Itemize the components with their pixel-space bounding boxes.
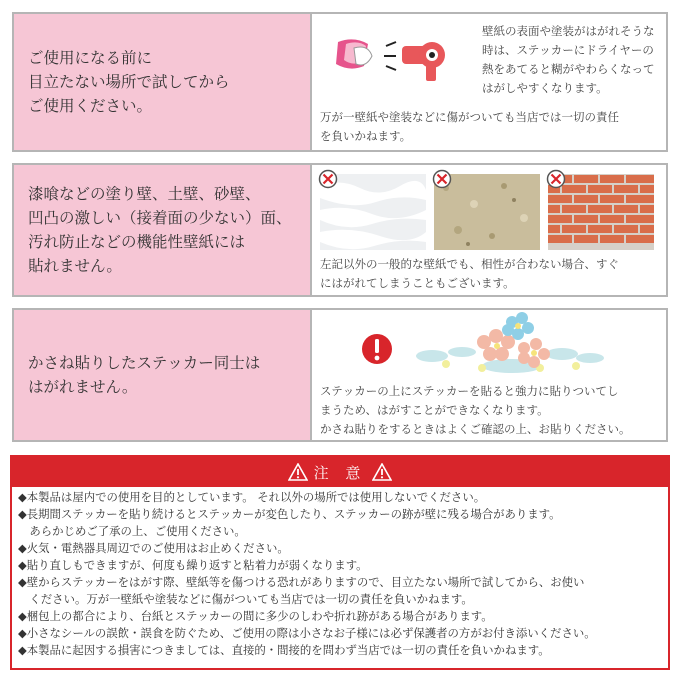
wallpaper-compatibility-note: 左記以外の一般的な壁紙でも、相性が合わない場合、すぐ にはがれてしまうこともございます。 bbox=[320, 257, 619, 290]
warning-icon bbox=[360, 332, 394, 366]
tip-box-overlapping bbox=[12, 308, 668, 442]
prohibited-icon bbox=[546, 169, 566, 189]
sticker-peel-icon bbox=[332, 34, 376, 74]
tip-heading: 漆喰などの塗り壁、土壁、砂壁、 凹凸の激しい（接着面の少ない）面、 汚れ防止などの機能性壁紙には 貼れません。 bbox=[28, 185, 292, 275]
caution-title: 注 意 bbox=[313, 463, 367, 482]
tip-heading: ご使用になる前に 目立たない場所で試してから ご使用ください。 bbox=[28, 49, 230, 115]
overlap-warning-note: ステッカーの上にステッカーを貼ると強力に貼りついてし まうため、はがすことができなくなります。 かさね貼りをするときはよくご確認の上、お貼りください。 bbox=[320, 384, 631, 436]
tip-heading-panel bbox=[14, 310, 310, 440]
caution-triangle-icon bbox=[372, 463, 392, 481]
caution-list bbox=[12, 487, 668, 659]
damage-disclaimer-text: 万が一壁紙や塗装などに傷がついても当店では一切の責任 を負いかねます。 bbox=[320, 110, 619, 143]
prohibited-icon bbox=[318, 169, 338, 189]
tip-heading-panel bbox=[14, 165, 310, 295]
dryer-tip-text: 壁紙の表面や塗装がはがれそうな 時は、ステッカーにドライヤーの 熱をあてると糊がやわらくなって はがしやすくなります。 bbox=[482, 24, 655, 95]
caution-item: ◆壁からステッカーをはがす際、壁紙等を傷つける恐れがありますので、目立たない場所で試してから、お使い ください。万が一壁紙や塗装などに傷がついても当店では一切の責任を負いかねます。 bbox=[18, 575, 585, 606]
hair-dryer-icon bbox=[382, 32, 452, 82]
overlapping-flower-stickers-image bbox=[412, 312, 608, 380]
tip-detail-panel bbox=[310, 165, 666, 295]
tip-heading: かさね貼りしたステッカー同士は はがれません。 bbox=[28, 354, 261, 396]
caution-item: ◆長期間ステッカーを貼り続けるとステッカーが変色したり、ステッカーの跡が壁に残る場合があります。 あらかじめご了承の上、ご使用ください。 bbox=[18, 507, 561, 538]
caution-item: ◆本製品に起因する損害につきましては、直接的・間接的を問わず当店では一切の責任を負いかねます。 bbox=[18, 643, 550, 657]
tip-detail-panel bbox=[310, 14, 666, 150]
tip-box-test-first bbox=[12, 12, 668, 152]
caution-header bbox=[12, 457, 668, 487]
tip-detail-panel bbox=[310, 310, 666, 440]
caution-item: ◆火気・電熱器具周辺でのご使用はお止めください。 bbox=[18, 541, 289, 555]
caution-item: ◆本製品は屋内での使用を目的としています。 それ以外の場所では使用しないでください。 bbox=[18, 490, 486, 504]
caution-item: ◆小さなシールの誤飲・誤食を防ぐため、ご使用の際は小さなお子様には必ず保護者の方がお付き添いください。 bbox=[18, 626, 596, 640]
tip-heading-panel bbox=[14, 14, 310, 150]
prohibited-icon bbox=[432, 169, 452, 189]
caution-triangle-icon bbox=[288, 463, 308, 481]
tip-box-unsuitable-walls bbox=[12, 163, 668, 297]
caution-item: ◆貼り直しもできますが、何度も繰り返すと粘着力が弱くなります。 bbox=[18, 558, 368, 572]
caution-item: ◆梱包上の都合により、台紙とステッカーの間に多少のしわや折れ跡がある場合があります。 bbox=[18, 609, 493, 623]
caution-box bbox=[10, 455, 670, 670]
